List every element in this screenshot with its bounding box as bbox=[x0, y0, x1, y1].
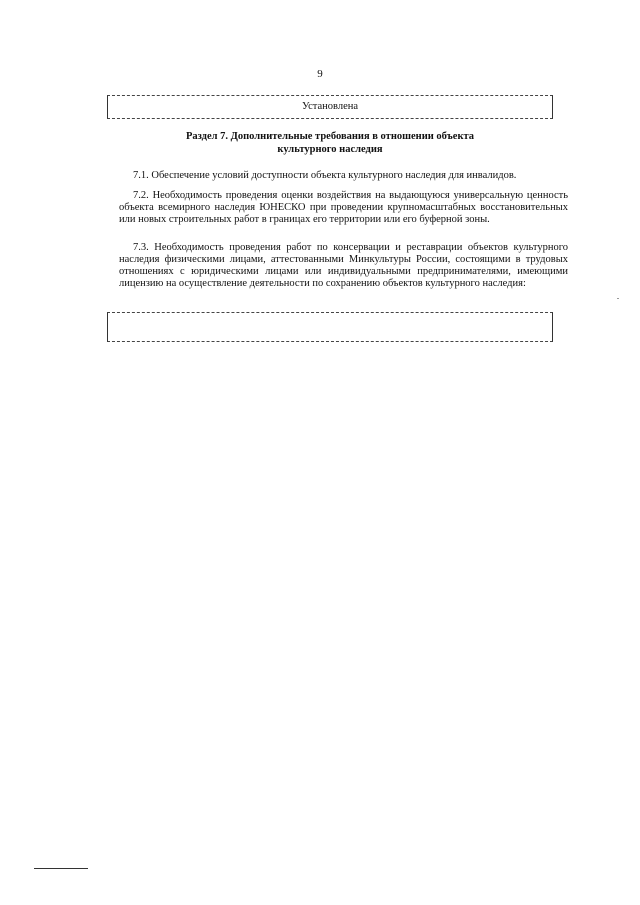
paragraph-7-3 bbox=[119, 242, 568, 290]
paragraph-7-1 bbox=[119, 170, 568, 182]
paragraph-7-2 bbox=[119, 190, 568, 226]
paragraph-text: 7.2. Необходимость проведения оценки воздействия на выдающуюся универсальную ценность объекта всемирного наследия ЮНЕСКО при проведении крупномасштабных восстановительных или новых строительных работ в границах его территории или его буферной зоны. bbox=[119, 190, 568, 225]
status-box-label: Установлена bbox=[301, 101, 359, 112]
footer-line bbox=[34, 868, 88, 869]
section-title bbox=[110, 130, 550, 156]
paragraph-text: 7.3. Необходимость проведения работ по консервации и реставрации объектов культурного наследия физическими лицами, аттестованными Минкультуры России, состоящими в трудовых отношениях с юридическими лицами или индивидуальными предпринимателями, имеющими лицензию на осуществление деятельности по сохранению объектов культурного наследия: bbox=[119, 242, 568, 289]
status-box bbox=[107, 95, 553, 119]
paragraph-text: 7.1. Обеспечение условий доступности объекта культурного наследия для инвалидов. bbox=[133, 170, 517, 181]
page-number: 9 bbox=[317, 68, 323, 80]
section-title-line-1: Раздел 7. Дополнительные требования в отношении объекта bbox=[185, 131, 475, 142]
margin-mark bbox=[617, 298, 619, 299]
section-title-line-2: культурного наследия bbox=[277, 144, 383, 155]
answer-box bbox=[107, 312, 553, 342]
